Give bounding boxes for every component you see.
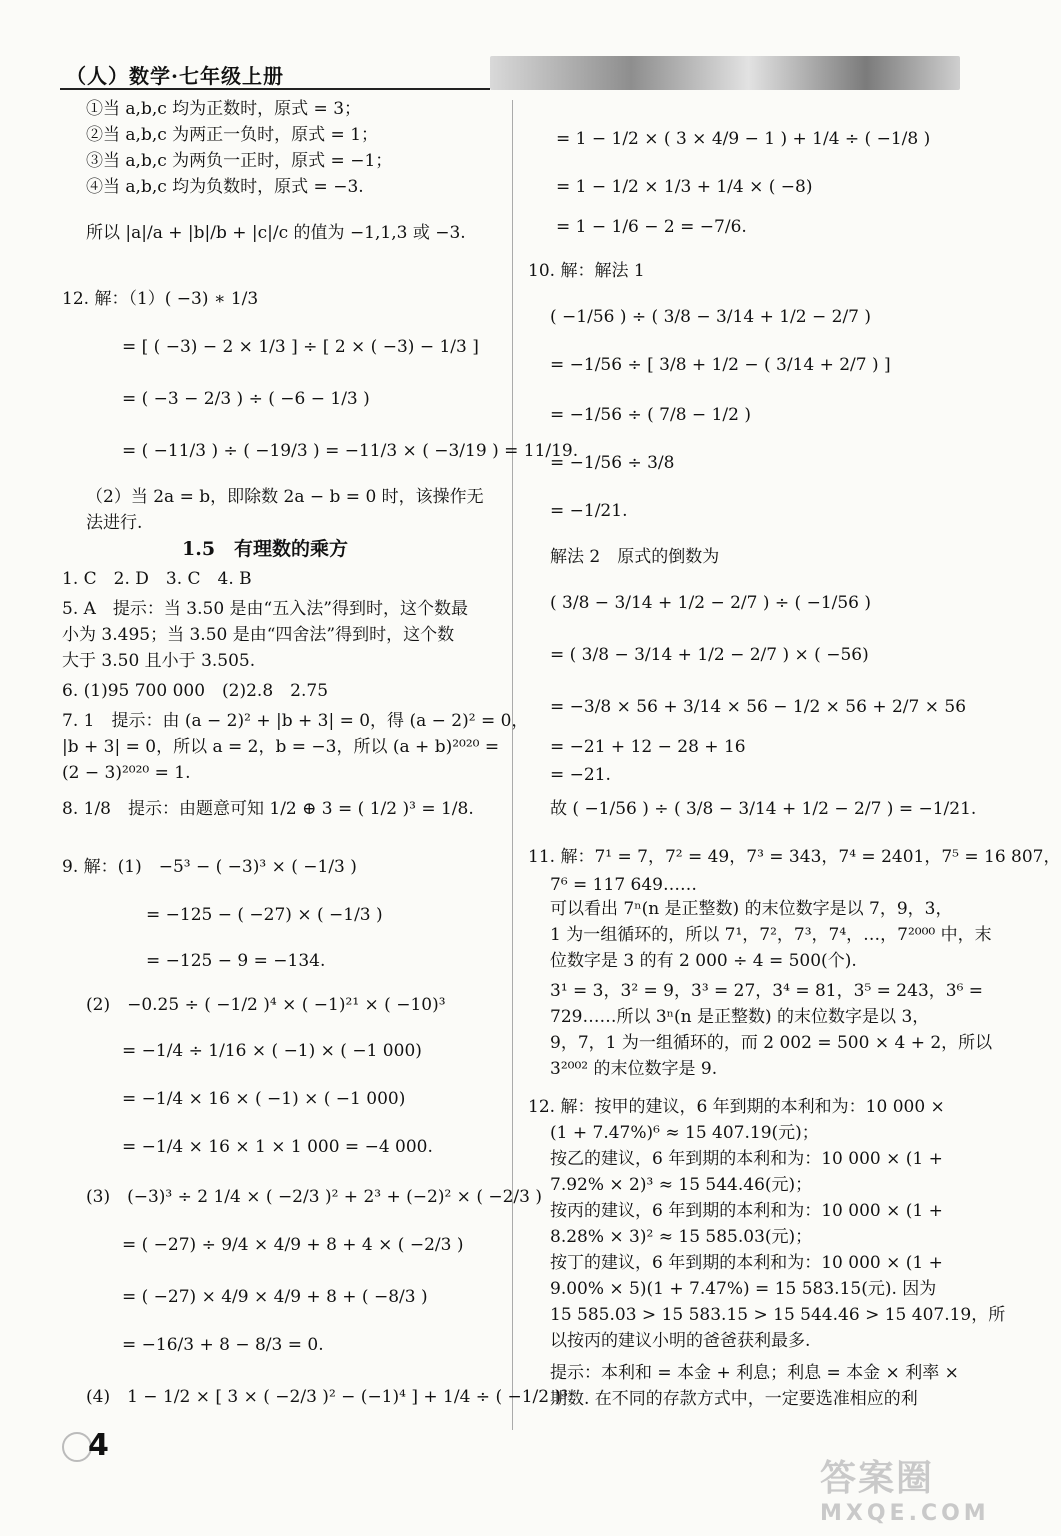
left-text-line: |b + 3| = 0，所以 a = 2，b = −3，所以 (a + b)²⁰²⁰ = (62, 737, 500, 757)
left-text-line: ④当 a,b,c 均为负数时，原式 = −3. (86, 177, 364, 197)
left-text-line: ③当 a,b,c 为两负一正时，原式 = −1； (86, 151, 393, 171)
left-text-line: (3) (−3)³ ÷ 2 1/4 × ( −2/3 )² + 2³ + (−2)² × ( −2/3 ) (86, 1187, 542, 1207)
right-text-line: 7.92% × 2)³ ≈ 15 544.46(元)； (550, 1175, 813, 1195)
left-text-line: = ( −27) ÷ 9/4 × 4/9 + 8 + 4 × ( −2/3 ) (122, 1235, 464, 1255)
left-text-line: （2）当 2a = b，即除数 2a − b = 0 时，该操作无 (86, 487, 484, 507)
right-text-line: 提示：本利和 = 本金 + 利息；利息 = 本金 × 利率 × (550, 1363, 959, 1383)
left-text-line: 所以 |a|/a + |b|/b + |c|/c 的值为 −1,1,3 或 −3. (86, 223, 466, 243)
right-text-line: 故 ( −1/56 ) ÷ ( 3/8 − 3/14 + 1/2 − 2/7 ) = −1/21. (550, 799, 977, 819)
left-text-line: 12. 解：（1）( −3) ∗ 1/3 (62, 289, 259, 309)
right-text-line: 解法 2 原式的倒数为 (550, 547, 720, 567)
right-text-line: = −1/56 ÷ ( 7/8 − 1/2 ) (550, 405, 751, 425)
header-ink-painting (490, 56, 960, 90)
left-text-line: (4) 1 − 1/2 × [ 3 × ( −2/3 )² − (−1)⁴ ] + 1/4 ÷ ( −1/2 )³ (86, 1387, 568, 1407)
right-text-line: 3¹ = 3，3² = 9，3³ = 27，3⁴ = 81，3⁵ = 243，3⁶ = (550, 981, 984, 1001)
left-text-line: (2) −0.25 ÷ ( −1/2 )⁴ × ( −1)²¹ × ( −10)³ (86, 995, 446, 1015)
right-text-line: ( 3/8 − 3/14 + 1/2 − 2/7 ) ÷ ( −1/56 ) (550, 593, 872, 613)
left-text-line: = −125 − ( −27) × ( −1/3 ) (146, 905, 383, 925)
left-text-line: ②当 a,b,c 为两正一负时，原式 = 1； (86, 125, 379, 145)
left-text-line: = −1/4 ÷ 1/16 × ( −1) × ( −1 000) (122, 1041, 422, 1061)
right-text-line: 以按丙的建议小明的爸爸获利最多. (550, 1331, 811, 1351)
left-text-line: 小为 3.495；当 3.50 是由“四舍法”得到时，这个数 (62, 625, 455, 645)
left-text-line: 6. (1)95 700 000 (2)2.8 2.75 (62, 681, 329, 701)
left-text-line: 1. C 2. D 3. C 4. B (62, 569, 252, 589)
right-text-line: 8.28% × 3)² ≈ 15 585.03(元)； (550, 1227, 813, 1247)
right-text-line: 9.00% × 5)(1 + 7.47%) = 15 583.15(元). 因为 (550, 1279, 937, 1299)
left-text-line: 1.5 有理数的乘方 (182, 538, 349, 560)
watermark-logo-text: 答案圈 (820, 1458, 935, 1499)
header-rule (60, 88, 490, 90)
right-text-line: = −21 + 12 − 28 + 16 (550, 737, 746, 757)
page-number: 4 (88, 1428, 109, 1463)
left-text-line: = [ ( −3) − 2 × 1/3 ] ÷ [ 2 × ( −3) − 1/3 ] (122, 337, 479, 357)
right-text-line: 3²⁰⁰² 的末位数字是 9. (550, 1059, 718, 1079)
right-text-line: 按丁的建议，6 年到期的本利和为：10 000 × (1 + (550, 1253, 943, 1273)
left-text-line: 7. 1 提示：由 (a − 2)² + |b + 3| = 0，得 (a − 2)² = 0， (62, 711, 529, 731)
right-text-line: 729……所以 3ⁿ(n 是正整数) 的末位数字是以 3， (550, 1007, 930, 1027)
right-text-line: ( −1/56 ) ÷ ( 3/8 − 3/14 + 1/2 − 2/7 ) (550, 307, 872, 327)
watermark-domain: MXQE.COM (820, 1501, 990, 1526)
left-text-line: = −1/4 × 16 × ( −1) × ( −1 000) (122, 1089, 406, 1109)
right-text-line: 期数. 在不同的存款方式中，一定要选准相应的利 (550, 1389, 918, 1409)
column-divider (512, 100, 513, 1430)
page-header (60, 56, 960, 90)
left-text-line: 8. 1/8 提示：由题意可知 1/2 ⊕ 3 = ( 1/2 )³ = 1/8. (62, 799, 474, 819)
left-text-line: 大于 3.50 且小于 3.505. (62, 651, 256, 671)
right-text-line: = −1/56 ÷ 3/8 (550, 453, 675, 473)
left-text-line: (2 − 3)²⁰²⁰ = 1. (62, 763, 191, 783)
left-text-line: = −16/3 + 8 − 8/3 = 0. (122, 1335, 324, 1355)
right-text-line: 位数字是 3 的有 2 000 ÷ 4 = 500(个). (550, 951, 857, 971)
left-text-line: = −125 − 9 = −134. (146, 951, 326, 971)
right-text-line: 按乙的建议，6 年到期的本利和为：10 000 × (1 + (550, 1149, 943, 1169)
right-text-line: 11. 解：7¹ = 7，7² = 49，7³ = 343，7⁴ = 2401，7⁵ = 16 807， (528, 847, 1061, 867)
watermark (820, 1450, 990, 1530)
right-text-line: = 1 − 1/6 − 2 = −7/6. (556, 217, 747, 237)
right-text-line: 可以看出 7ⁿ(n 是正整数) 的末位数字是以 7，9，3， (550, 899, 953, 919)
left-text-line: = ( −3 − 2/3 ) ÷ ( −6 − 1/3 ) (122, 389, 370, 409)
right-text-line: = 1 − 1/2 × ( 3 × 4/9 − 1 ) + 1/4 ÷ ( −1/8 ) (556, 129, 931, 149)
left-text-line: = ( −27) × 4/9 × 4/9 + 8 + ( −8/3 ) (122, 1287, 428, 1307)
left-text-line: 法进行. (86, 513, 143, 533)
left-text-line: = −1/4 × 16 × 1 × 1 000 = −4 000. (122, 1137, 433, 1157)
right-text-line: = −1/21. (550, 501, 628, 521)
right-text-line: 9，7，1 为一组循环的，而 2 002 = 500 × 4 + 2，所以 (550, 1033, 993, 1053)
left-text-line: 9. 解：(1) −5³ − ( −3)³ × ( −1/3 ) (62, 857, 357, 877)
right-text-line: = ( 3/8 − 3/14 + 1/2 − 2/7 ) × ( −56) (550, 645, 869, 665)
right-text-line: 10. 解：解法 1 (528, 261, 645, 281)
left-text-line: = ( −11/3 ) ÷ ( −19/3 ) = −11/3 × ( −3/19 ) = 11/19. (122, 441, 579, 461)
left-text-line: ①当 a,b,c 均为正数时，原式 = 3； (86, 99, 362, 119)
right-text-line: 1 为一组循环的，所以 7¹，7²，7³，7⁴，…，7²⁰⁰⁰ 中，末 (550, 925, 992, 945)
right-text-line: 12. 解：按甲的建议，6 年到期的本利和为：10 000 × (528, 1097, 945, 1117)
right-text-line: 7⁶ = 117 649…… (550, 875, 697, 895)
right-text-line: (1 + 7.47%)⁶ ≈ 15 407.19(元)； (550, 1123, 819, 1143)
header-title: （人）数学·七年级上册 (66, 64, 284, 88)
right-text-line: = −1/56 ÷ [ 3/8 + 1/2 − ( 3/14 + 2/7 ) ] (550, 355, 891, 375)
left-text-line: 5. A 提示：当 3.50 是由“五入法”得到时，这个数最 (62, 599, 468, 619)
right-text-line: 15 585.03 > 15 583.15 > 15 544.46 > 15 407.19，所 (550, 1305, 1006, 1325)
right-text-line: = −3/8 × 56 + 3/14 × 56 − 1/2 × 56 + 2/7 × 56 (550, 697, 967, 717)
right-text-line: 按丙的建议，6 年到期的本利和为：10 000 × (1 + (550, 1201, 943, 1221)
right-text-line: = −21. (550, 765, 611, 785)
right-text-line: = 1 − 1/2 × 1/3 + 1/4 × ( −8) (556, 177, 813, 197)
